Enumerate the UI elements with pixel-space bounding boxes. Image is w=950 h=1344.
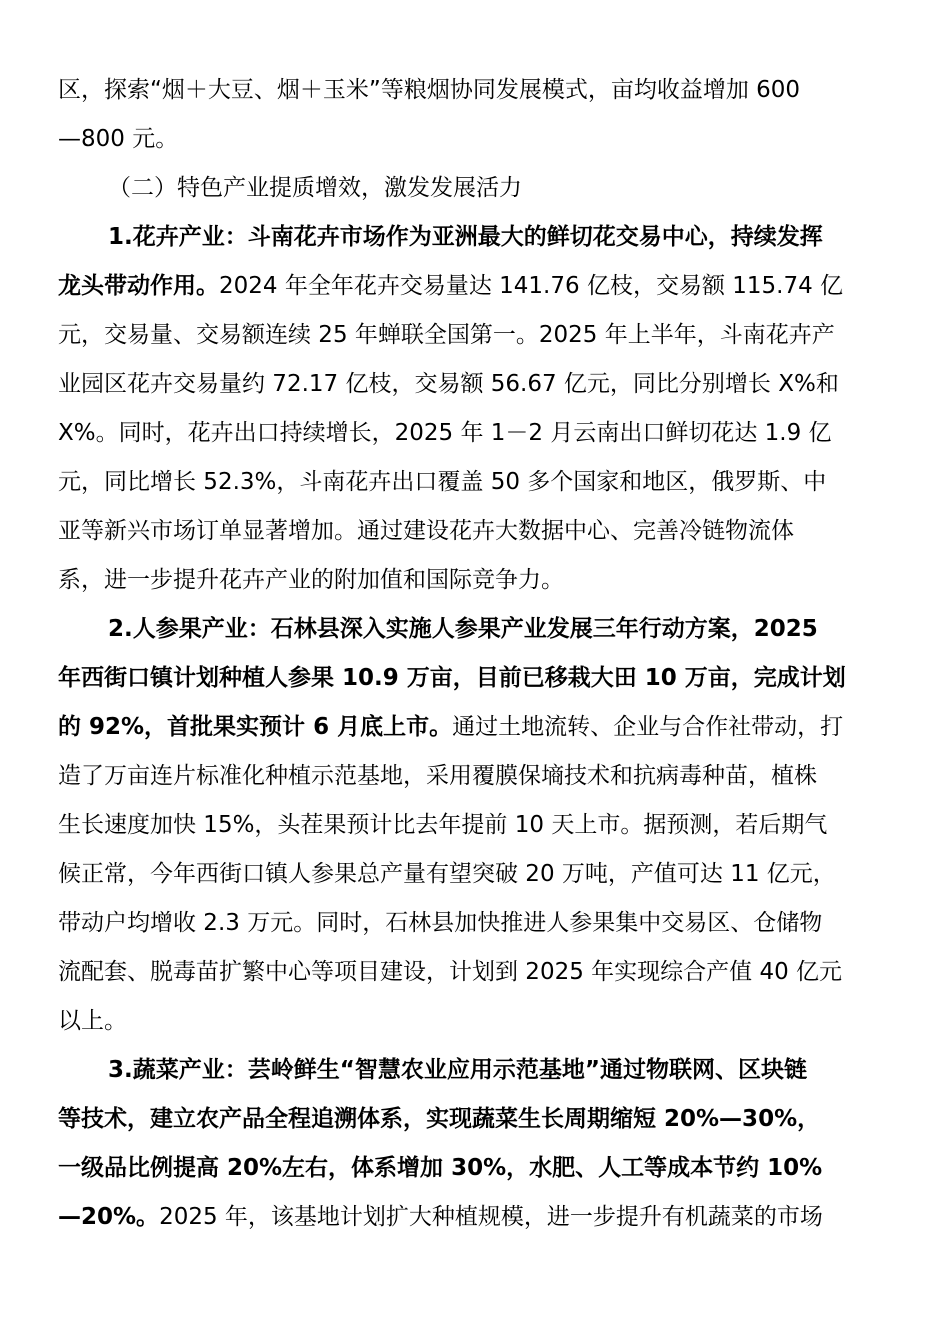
line-text: 生长速度加快 15%，头茬果预计比去年提前 10 天上市。据预测，若后期气 <box>58 812 828 838</box>
text-line <box>58 1144 892 1193</box>
bold-lead: 3.蔬菜产业：芸岭鲜生“智慧农业应用示范基地”通过物联网、区块链 <box>108 1057 807 1083</box>
text-line <box>58 115 892 164</box>
line-text: 元，同比增长 52.3%，斗南花卉出口覆盖 50 多个国家和地区，俄罗斯、中 <box>58 469 827 495</box>
paragraph-lead-line <box>58 213 892 262</box>
line-text: 业园区花卉交易量约 72.17 亿枝，交易额 56.67 亿元，同比分别增长 X%和 <box>58 371 839 397</box>
text-line <box>58 66 892 115</box>
text-line <box>58 556 892 605</box>
bold-lead: —20%。 <box>58 1204 160 1230</box>
line-text: 造了万亩连片标准化种植示范基地，采用覆膜保墒技术和抗病毒种苗，植株 <box>58 763 817 789</box>
text-line <box>58 703 892 752</box>
bold-lead: 等技术，建立农产品全程追溯体系，实现蔬菜生长周期缩短 20%—30%， <box>58 1106 821 1132</box>
text-line <box>58 311 892 360</box>
text-line <box>58 360 892 409</box>
text-line <box>58 948 892 997</box>
text-line <box>58 997 892 1046</box>
line-text: 系，进一步提升花卉产业的附加值和国际竞争力。 <box>58 567 564 593</box>
text-line <box>58 458 892 507</box>
line-text: 区，探索“烟＋大豆、烟＋玉米”等粮烟协同发展模式，亩均收益增加 600 <box>58 77 801 103</box>
line-text: 2024 年全年花卉交易量达 141.76 亿枝，交易额 115.74 亿 <box>219 273 844 299</box>
line-text: 以上。 <box>58 1008 127 1034</box>
line-text: 通过土地流转、企业与合作社带动，打 <box>452 714 844 740</box>
text-line <box>58 899 892 948</box>
line-text: 亚等新兴市场订单显著增加。通过建设花卉大数据中心、完善冷链物流体 <box>58 518 794 544</box>
document-page <box>58 66 892 1242</box>
line-text: X%。同时，花卉出口持续增长，2025 年 1－2 月云南出口鲜切花达 1.9 亿 <box>58 420 832 446</box>
text-line <box>58 1193 892 1242</box>
text-line <box>58 850 892 899</box>
text-line <box>58 654 892 703</box>
text-line <box>58 507 892 556</box>
text-line <box>58 262 892 311</box>
text-line <box>58 409 892 458</box>
paragraph-lead-line <box>58 605 892 654</box>
line-text: 带动户均增收 2.3 万元。同时，石林县加快推进人参果集中交易区、仓储物 <box>58 910 823 936</box>
line-text: 2025 年，该基地计划扩大种植规模，进一步提升有机蔬菜的市场 <box>159 1204 823 1230</box>
paragraph-lead-line <box>58 1046 892 1095</box>
line-text: 元，交易量、交易额连续 25 年蝉联全国第一。2025 年上半年，斗南花卉产 <box>58 322 835 348</box>
heading-text: （二）特色产业提质增效，激发发展活力 <box>108 175 522 201</box>
bold-lead: 一级品比例提高 20%左右，体系增加 30%，水肥、人工等成本节约 10% <box>58 1155 823 1181</box>
bold-lead: 2.人参果产业：石林县深入实施人参果产业发展三年行动方案，2025 <box>108 616 818 642</box>
bold-lead: 年西街口镇计划种植人参果 10.9 万亩，目前已移栽大田 10 万亩，完成计划 <box>58 665 846 691</box>
section-heading <box>58 164 892 213</box>
line-text: 流配套、脱毒苗扩繁中心等项目建设，计划到 2025 年实现综合产值 40 亿元 <box>58 959 843 985</box>
bold-lead: 1.花卉产业：斗南花卉市场作为亚洲最大的鲜切花交易中心，持续发挥 <box>108 224 823 250</box>
line-text: —800 元。 <box>58 126 179 152</box>
bold-lead: 龙头带动作用。 <box>58 273 219 299</box>
text-line <box>58 801 892 850</box>
line-text: 候正常，今年西街口镇人参果总产量有望突破 20 万吨，产值可达 11 亿元， <box>58 861 836 887</box>
text-line <box>58 1095 892 1144</box>
bold-lead: 的 92%，首批果实预计 6 月底上市。 <box>58 714 453 740</box>
text-line <box>58 752 892 801</box>
